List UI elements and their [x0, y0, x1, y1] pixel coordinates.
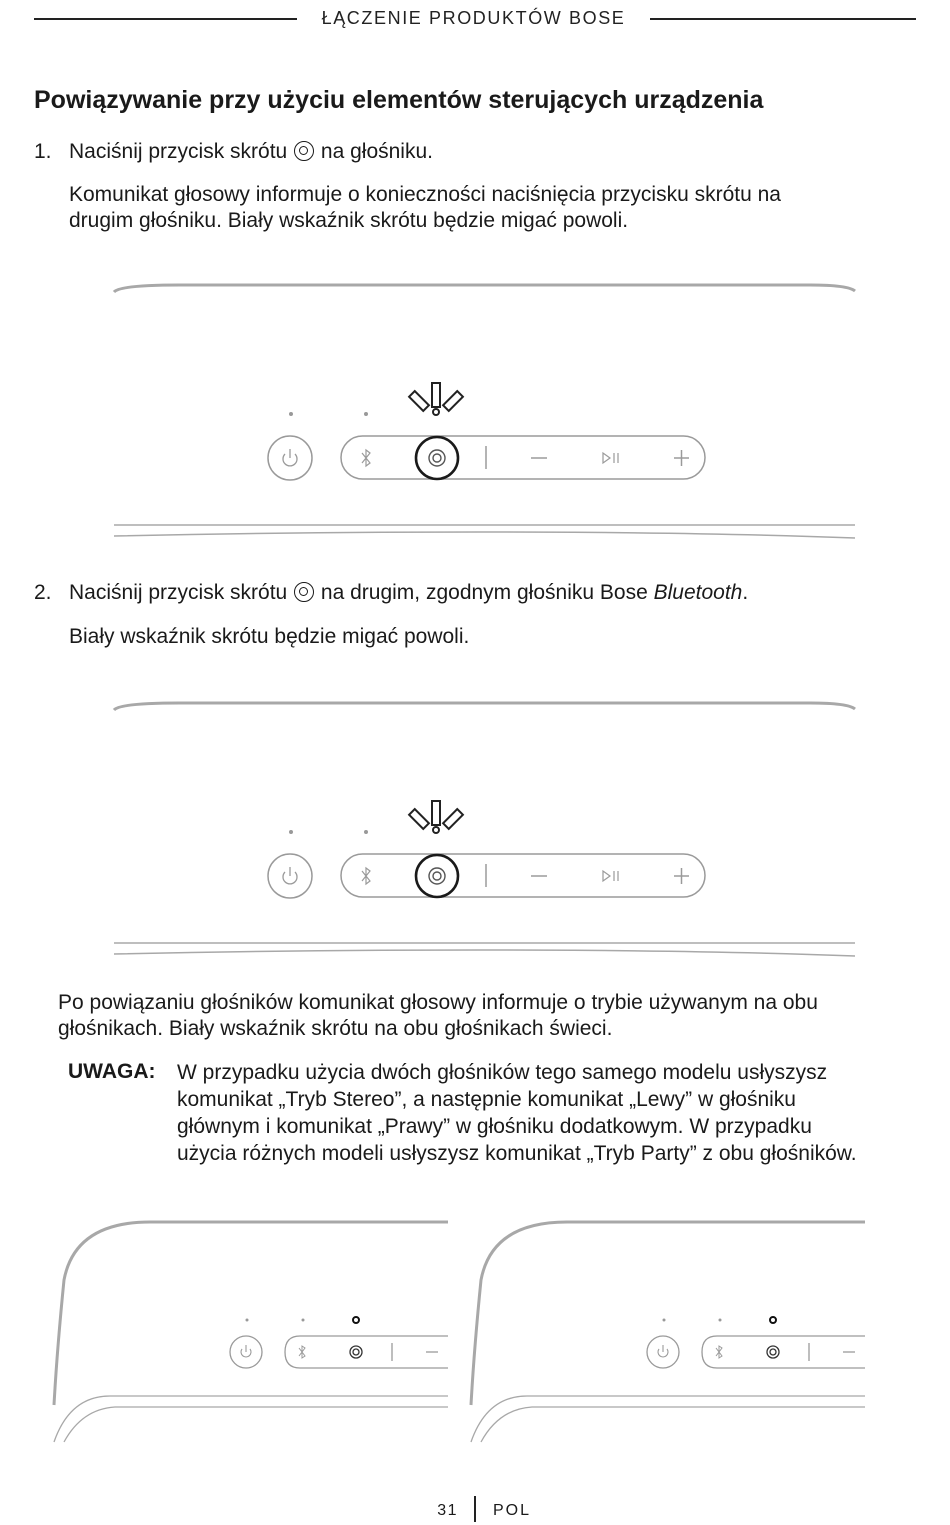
note-line-4: użycia różnych modeli usłyszysz komunikat „Tryb Party” z obu głośników. [177, 1142, 857, 1165]
step-1-text-before: Naciśnij przycisk skrótu [69, 140, 288, 163]
note-line-1: W przypadku użycia dwóch głośników tego samego modelu usłyszysz [177, 1061, 828, 1084]
press-indicator-icon [409, 801, 463, 833]
step-2-detail-line-1: Biały wskaźnik skrótu będzie migać powoli. [69, 625, 470, 648]
chapter-title: ŁĄCZENIE PRODUKTÓW BOSE [321, 8, 626, 28]
speaker-corner-illustration-left [40, 1210, 460, 1460]
page-number: 31 [437, 1502, 458, 1519]
note-line-2: komunikat „Tryb Stereo”, a następnie komunikat „Lewy” w głośniku [177, 1088, 796, 1111]
press-indicator-icon [409, 383, 463, 415]
step-2-instruction [69, 580, 748, 606]
bluetooth-icon [362, 868, 370, 884]
step-1-detail-line-2: drugim głośniku. Biały wskaźnik skrótu będzie migać powoli. [69, 209, 629, 232]
shortcut-symbol-icon [294, 141, 314, 161]
play-pause-icon [603, 453, 618, 463]
step-2-text-after: na drugim, zgodnym głośniku Bose [320, 581, 648, 604]
step-2-text-before: Naciśnij przycisk skrótu [69, 581, 288, 604]
shortcut-button-pressed [416, 437, 458, 479]
shortcut-button [350, 1346, 362, 1358]
speaker-top-illustration-1 [0, 270, 950, 560]
power-button [268, 436, 312, 480]
indicator-light-shortcut-on [770, 1317, 776, 1323]
note-line-3: głównym i komunikat „Prawy” w głośniku dodatkowym. W przypadku [177, 1115, 812, 1138]
step-2-number: 2. [34, 581, 52, 604]
bluetooth-icon [299, 1346, 305, 1358]
speaker-corner-illustration-right [457, 1210, 877, 1460]
power-button [647, 1336, 679, 1368]
result-line-1: Po powiązaniu głośników komunikat głosowy informuje o trybie używanym na obu [58, 991, 818, 1014]
speaker-top-edge [114, 703, 855, 710]
step-1-detail-line-1: Komunikat głosowy informuje o konieczności naciśnięcia przycisku skrótu na [69, 183, 781, 206]
header-rule-left [34, 18, 297, 20]
speaker-base-lines [471, 1396, 865, 1442]
play-pause-icon [603, 871, 618, 881]
power-button [230, 1336, 262, 1368]
indicator-light-bluetooth [364, 830, 368, 834]
step-2-text-end: . [742, 581, 749, 604]
step-1-instruction [69, 139, 433, 165]
speaker-outline [471, 1222, 865, 1405]
result-line-2: głośnikach. Biały wskaźnik skrótu na obu głośnikach świeci. [58, 1017, 613, 1040]
control-bar [702, 1336, 865, 1368]
header-rule-right [650, 18, 916, 20]
indicator-light-bluetooth [364, 412, 368, 416]
speaker-base-lines [54, 1396, 448, 1442]
section-heading: Powiązywanie przy użyciu elementów sterujących urządzenia [34, 86, 764, 114]
language-code: POL [493, 1502, 532, 1519]
bluetooth-icon [362, 450, 370, 466]
speaker-outline [54, 1222, 448, 1405]
step-2-bluetooth-italic: Bluetooth [653, 581, 743, 604]
control-bar [341, 854, 705, 897]
indicator-light-bluetooth [719, 1319, 722, 1322]
step-1-number: 1. [34, 140, 52, 163]
speaker-top-edge [114, 285, 855, 292]
indicator-light-bluetooth [302, 1319, 305, 1322]
control-bar [341, 436, 705, 479]
volume-up-icon [674, 450, 689, 466]
shortcut-button [767, 1346, 779, 1358]
power-button [268, 854, 312, 898]
speaker-top-illustration-2 [0, 688, 950, 978]
footer-separator [474, 1496, 476, 1522]
chapter-header [34, 8, 916, 30]
control-bar [285, 1336, 448, 1368]
speaker-bottom-edge [114, 525, 855, 538]
step-1-text-after: na głośniku. [320, 140, 433, 163]
page-footer [0, 1500, 950, 1524]
indicator-light-shortcut-on [353, 1317, 359, 1323]
note-label: UWAGA: [68, 1060, 156, 1083]
shortcut-button-pressed [416, 855, 458, 897]
shortcut-symbol-icon [294, 582, 314, 602]
speaker-bottom-edge [114, 943, 855, 956]
volume-up-icon [674, 868, 689, 884]
indicator-light-power [289, 412, 293, 416]
indicator-light-power [246, 1319, 249, 1322]
bluetooth-icon [716, 1346, 722, 1358]
indicator-light-power [663, 1319, 666, 1322]
indicator-light-power [289, 830, 293, 834]
